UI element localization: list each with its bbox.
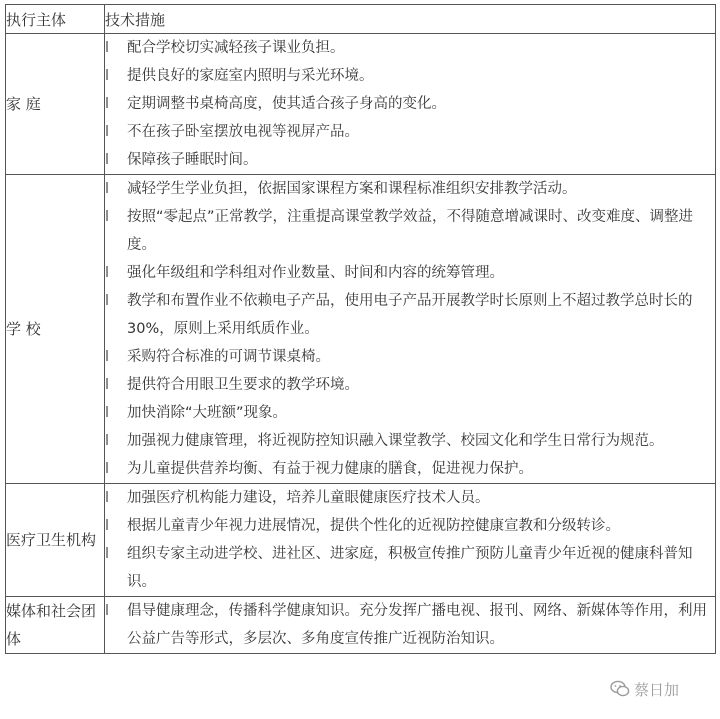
bullet-icon: l [105,546,110,562]
bullet-icon: l [105,68,110,84]
measure-item: l 倡导健康理念，传播科学健康知识。充分发挥广播电视、报刊、网络、新媒体等作用，利用公益广告等形式，多层次、多角度宣传推广近视防治知识。 [105,597,715,653]
bullet-icon: l [105,265,110,281]
bullet-icon: l [105,349,110,365]
measure-item: l 提供符合用眼卫生要求的教学环境。 [105,371,715,399]
actor-cell: 医疗卫生机构 [6,484,105,597]
bullet-icon: l [105,96,110,112]
measure-list [105,34,716,175]
measure-item: l 根据儿童青少年视力进展情况，提供个性化的近视防控健康宣教和分级转诊。 [105,512,715,540]
bullet-icon: l [105,152,110,168]
bullet-icon: l [105,490,110,506]
bullet-icon: l [105,461,110,477]
measure-item: l 为儿童提供营养均衡、有益于视力健康的膳食，促进视力保护。 [105,455,715,483]
measure-item: l 加强医疗机构能力建设，培养儿童眼健康医疗技术人员。 [105,484,715,512]
section-row-medical [6,484,716,597]
watermark-text: 蔡日加 [634,680,680,699]
header-row [6,5,716,34]
watermark [610,676,679,702]
measure-item: l 组织专家主动进学校、进社区、进家庭，积极宣传推广预防儿童青少年近视的健康科普知识。 [105,540,715,596]
bullet-icon: l [105,124,110,140]
section-row-family [6,34,716,175]
bullet-icon: l [105,293,110,309]
measure-item: l 加强视力健康管理，将近视防控知识融入课堂教学、校园文化和学生日常行为规范。 [105,427,715,455]
measure-item: l 减轻学生学业负担，依据国家课程方案和课程标准组织安排教学活动。 [105,175,715,203]
section-row-school [6,175,716,484]
actor-cell: 家 庭 [6,34,105,175]
bullet-icon: l [105,377,110,393]
bullet-icon: l [105,518,110,534]
measure-item: l 加快消除“大班额”现象。 [105,399,715,427]
measure-item: l 保障孩子睡眠时间。 [105,146,715,174]
header-actor: 执行主体 [6,5,105,34]
bullet-icon: l [105,433,110,449]
bullet-icon: l [105,40,110,56]
measure-item: l 采购符合标准的可调节课桌椅。 [105,343,715,371]
measure-item: l 不在孩子卧室摆放电视等视屏产品。 [105,118,715,146]
section-row-media [6,597,716,654]
measure-item: l 提供良好的家庭室内照明与采光环境。 [105,62,715,90]
bullet-icon: l [105,209,110,225]
header-measures: 技术措施 [105,5,716,34]
bullet-icon: l [105,405,110,421]
bullet-icon: l [105,603,110,619]
measure-list [105,597,716,654]
measures-table [5,4,716,654]
measure-item: l 强化年级组和学科组对作业数量、时间和内容的统筹管理。 [105,259,715,287]
actor-cell: 学 校 [6,175,105,484]
actor-cell: 媒体和社会团体 [6,597,105,654]
measure-item: l 教学和布置作业不依赖电子产品，使用电子产品开展教学时长原则上不超过教学总时长的30%，原则上采用纸质作业。 [105,287,715,343]
measure-item: l 按照“零起点”正常教学，注重提高课堂教学效益，不得随意增减课时、改变难度、调整进度。 [105,203,715,259]
measure-item: l 配合学校切实减轻孩子课业负担。 [105,34,715,62]
measure-list [105,175,716,484]
bullet-icon: l [105,181,110,197]
measure-list [105,484,716,597]
wechat-logo-icon [610,680,630,698]
measure-item: l 定期调整书桌椅高度，使其适合孩子身高的变化。 [105,90,715,118]
